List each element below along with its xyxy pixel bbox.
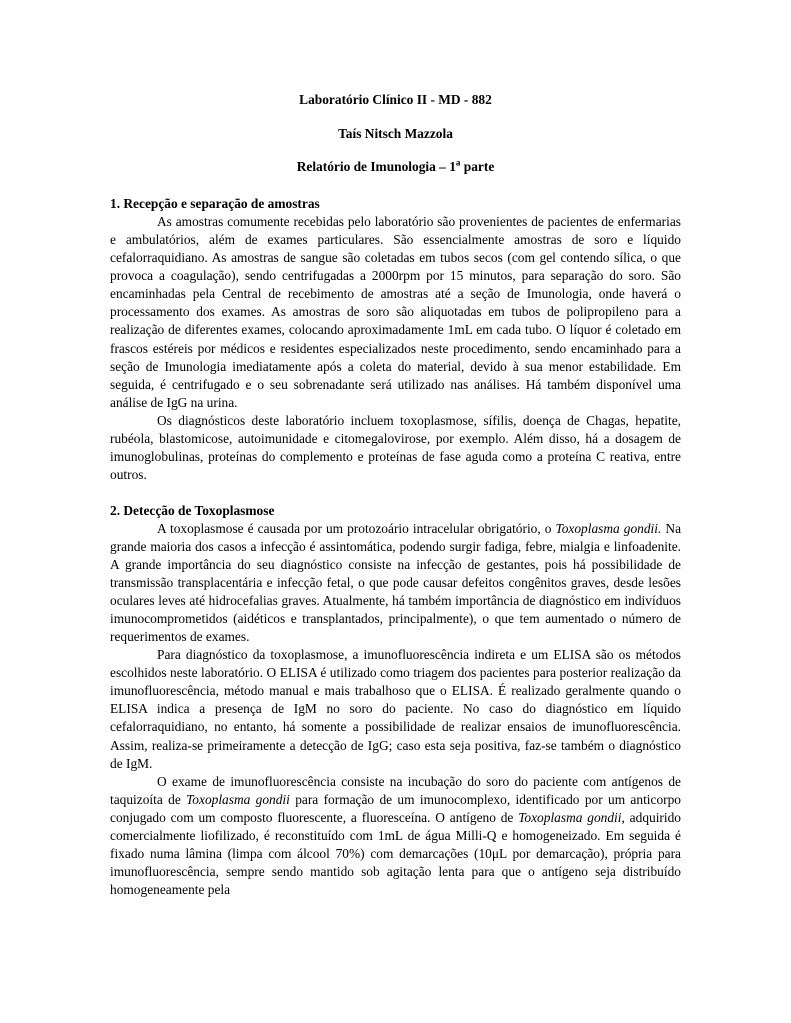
section-2-heading: 2. Detecção de Toxoplasmose bbox=[110, 502, 275, 518]
text-run: para formação de um imunocomplexo, identificado por um anticorpo conjugado com um composto fluorescente, a fluoresceína. O antígeno de bbox=[110, 791, 681, 825]
document-page bbox=[110, 91, 681, 899]
section-2-paragraph-3 bbox=[110, 773, 681, 899]
section-1-paragraph-2: Os diagnósticos deste laboratório incluem toxoplasmose, sífilis, doença de Chagas, hepatite, rubéola, blastomicose, autoimunidade e citomegalovirose, por exemplo. Além disso, há a dosagem de imunoglobulinas, proteínas do complemento e proteínas de fase aguda como a proteína C reativa, entre outros. bbox=[110, 412, 681, 482]
section-2-paragraph-2: Para diagnóstico da toxoplasmose, a imunofluorescência indireta e um ELISA são os métodos escolhidos neste laboratório. O ELISA é utilizado como triagem dos pacientes para posterior realização da imunofluorescência, método manual e mais trabalhoso que o ELISA. É realizado geralmente quando o ELISA indica a presença de IgM no soro do paciente. No caso do diagnóstico em líquido cefalorraquidiano, no entanto, há somente a possibilidade de realizar ensaios de imunofluorescência. Assim, realiza-se primeiramente a detecção de IgG; caso esta seja positiva, faz-se também o diagnóstico de IgM. bbox=[110, 647, 681, 771]
text-run: , adquirido comercialmente liofilizado, é reconstituído com 1mL de água Milli-Q e homogeneizado. Em seguida é fixado numa lâmina (limpa com álcool 70%) com demarcações (10μL por demarcação), própria para imunofluorescência, sempre sendo mantido sob agitação lenta para que o antígeno seja distribuído homogeneamente pela bbox=[110, 809, 681, 897]
species-name: Toxoplasma gondii. bbox=[555, 520, 662, 536]
section-1-paragraph-1: As amostras comumente recebidas pelo laboratório são provenientes de pacientes de enfermarias e ambulatórios, além de exames particulares. São essencialmente amostras de soro e líquido cefalorraquidiano. As amostras de sangue são coletadas em tubos secos (com gel contendo sílica, o que provoca a coagulação), sendo centrifugadas a 2000rpm por 15 minutos, para separação do soro. São encaminhadas pela Central de recebimento de amostras até a seção de Imunologia, onde haverá o processamento dos exames. As amostras de soro são aliquotadas em tubos de polipropileno para a realização de diferentes exames, colocando aproximadamente 1mL em cada tubo. O líquor é coletado em frascos estéreis por médicos e residentes especializados neste procedimento, sendo encaminhado para a seção de Imunologia imediatamente após a coleta do material, devido à sua menor estabilidade. Em seguida, é centrifugado e o seu sobrenadante será utilizado nas análises. Há também disponível uma análise de IgG na urina. bbox=[110, 214, 681, 410]
text-run: Na grande maioria dos casos a infecção é assintomática, podendo surgir fadiga, febre, mialgia e linfoadenite. A grande importância do seu diagnóstico consiste na infecção de gestantes, pois há possibilidade de transmissão transplacentária e infecção fetal, o que pode causar defeitos congênitos graves, desde lesões oculares leves até hidrocefalias graves. Atualmente, há também importância de diagnóstico em indivíduos imunocomprometidos (aidéticos e transplantados, principalmente), o que tem aumentado o número de requerimentos de exames. bbox=[110, 520, 682, 645]
text-run: A toxoplasmose é causada por um protozoário intracelular obrigatório, o bbox=[157, 520, 556, 536]
section-2-paragraph-1 bbox=[110, 520, 681, 646]
report-title-prefix: Relatório de Imunologia – 1 bbox=[296, 159, 456, 175]
report-title-superscript: a bbox=[455, 157, 461, 168]
text-run: O exame de imunofluorescência consiste na incubação do soro do paciente com antígenos de taquizoíta de bbox=[110, 773, 681, 807]
report-title-suffix: parte bbox=[460, 159, 495, 175]
species-name: Toxoplasma gondii bbox=[186, 791, 290, 807]
species-name: Toxoplasma gondii bbox=[518, 809, 622, 825]
course-title: Laboratório Clínico II - MD - 882 bbox=[299, 92, 492, 107]
report-title bbox=[110, 158, 681, 176]
section-1-heading: 1. Recepção e separação de amostras bbox=[110, 196, 320, 212]
author-name: Taís Nitsch Mazzola bbox=[338, 125, 453, 141]
